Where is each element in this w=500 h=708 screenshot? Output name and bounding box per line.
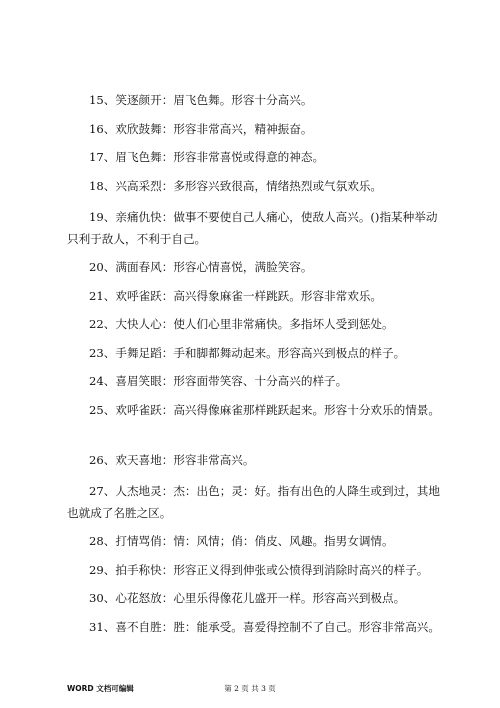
idiom-entry-25: 25、欢呼雀跃：高兴得像麻雀那样跳跃起来。形容十分欢乐的情景。	[89, 402, 440, 417]
idiom-entry-24: 24、喜眉笑眼：形容面带笑容、十分高兴的样子。	[89, 374, 348, 388]
idiom-entry-29: 29、拍手称快：形容正义得到伸张或公愤得到消除时高兴的样子。	[89, 562, 429, 577]
idiom-entry-20: 20、满面春风：形容心情喜悦，满脸笑容。	[89, 260, 313, 274]
idiom-entry-27: 27、人杰地灵：杰：出色；灵：好。指有出色的人降生或到过，其地也就成了名胜之区。	[67, 484, 440, 520]
idiom-entry-30: 30、心花怒放：心里乐得像花儿盛开一样。形容高兴到极点。	[89, 591, 406, 605]
idiom-entry-28: 28、打情骂俏：情：风情；俏：俏皮、风趣。指男女调情。	[89, 534, 394, 548]
idiom-entry-15: 15、笑逐颜开：眉飞色舞。形容十分高兴。	[89, 93, 313, 107]
idiom-entry-26: 26、欢天喜地：形容非常高兴。	[89, 452, 255, 467]
idiom-entry-17: 17、眉飞色舞：形容非常喜悦或得意的神态。	[89, 150, 325, 164]
footer-page-number: 第 2 页 共 3 页	[224, 684, 276, 693]
idiom-entry-19: 19、亲痛仇快：做事不要使自己人痛心，使敌人高兴。()指某种举动只利于敌人，不利于自己。	[67, 210, 438, 246]
idiom-entry-16: 16、欢欣鼓舞：形容非常高兴，精神振奋。	[89, 121, 313, 136]
idiom-entry-18: 18、兴高采烈：多形容兴致很高，情绪热烈或气氛欢乐。	[89, 178, 383, 193]
footer-editable-note: WORD 文档可编辑	[67, 684, 134, 693]
idiom-entry-31: 31、喜不自胜：胜：能承受。喜爱得控制不了自己。形容非常高兴。	[89, 619, 440, 634]
idiom-entry-23: 23、手舞足蹈：手和脚都舞动起来。形容高兴到极点的样子。	[89, 345, 406, 360]
idiom-list	[67, 92, 442, 647]
idiom-entry-21: 21、欢呼雀跃：高兴得象麻雀一样跳跃。形容非常欢乐。	[89, 288, 383, 303]
idiom-entry-22: 22、大快人心：使人们心里非常痛快。多指坏人受到惩处。	[89, 317, 394, 331]
